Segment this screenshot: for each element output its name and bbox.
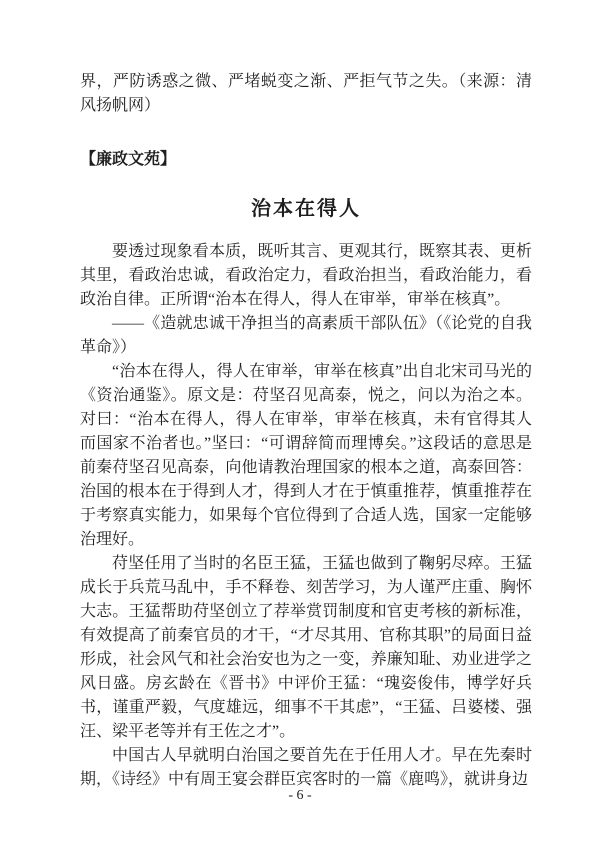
article-title: 治本在得人 bbox=[251, 198, 361, 220]
page-number: - 6 - bbox=[288, 788, 312, 803]
page-content bbox=[80, 0, 532, 792]
article-paragraph: 要透过现象看本质，既听其言、更观其行，既察其表、更析其里，看政治忠诚，看政治定力，看政治担当，看政治能力，看政治自律。正所谓“治本在得人，得人在审举，审举在核真”。 bbox=[80, 243, 532, 308]
section-header: 【廉政文苑】 bbox=[80, 151, 177, 168]
article-paragraph: 中国古人早就明白治国之要首先在于任用人才。早在先秦时期，《诗经》中有周王宴会群臣宾客时的一篇《鹿鸣》，就讲身边 bbox=[80, 747, 532, 788]
continuation-paragraph: 界，严防诱惑之微、严堵蜕变之渐、严拒气节之失。（来源：清风扬帆网） bbox=[80, 73, 532, 114]
article-paragraph: 苻坚任用了当时的名臣王猛，王猛也做到了鞠躬尽瘁。王猛成长于兵荒马乱中，手不释卷、刻苦学习，为人谨严庄重、胸怀大志。王猛帮助苻坚创立了荐举赏罚制度和官吏考核的新标准，有效提高了前秦官员的才干，“才尽其用、官称其职”的局面日益形成，社会风气和社会治安也为之一变，养廉知耻、劝业进学之风日盛。房玄龄在《晋书》中评价王猛：“瑰姿俊伟，博学好兵书，谨重严毅，气度雄远，细事不干其虑”，“王猛、吕婆楼、强汪、梁平老等并有王佐之才”。 bbox=[80, 555, 532, 740]
article-attribution: ——《造就忠诚干净担当的高素质干部队伍》（《论党的自我革命》） bbox=[80, 315, 532, 356]
article-paragraph: “治本在得人，得人在审举，审举在核真”出自北宋司马光的《资治通鉴》。原文是：苻坚召见高泰，悦之，问以为治之本。对曰：“治本在得人，得人在审举，审举在核真，未有官得其人而国家不治者也。”坚曰：“可谓辞简而理博矣。”这段话的意思是前秦苻坚召见高泰，向他请教治理国家的根本之道，高泰回答：治国的根本在于得到人才，得到人才在于慎重推荐，慎重推荐在于考察真实能力，如果每个官位得到了合适人选，国家一定能够治理好。 bbox=[80, 363, 532, 548]
